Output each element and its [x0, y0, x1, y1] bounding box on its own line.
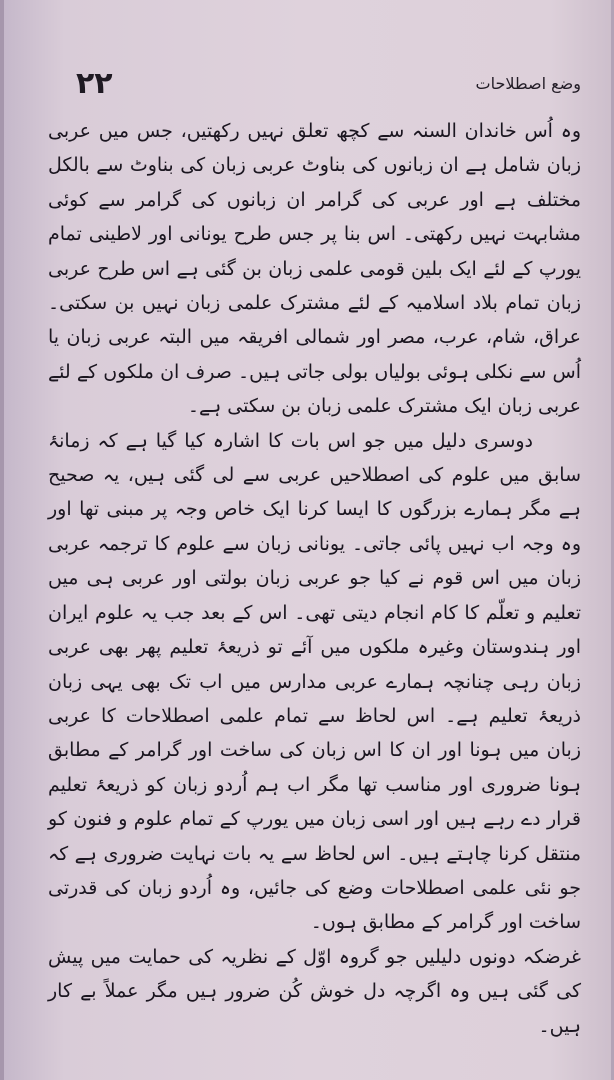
page-header — [4, 66, 611, 110]
paragraph-1: وہ اُس خاندان السنہ سے کچھ تعلق نہیں رکھتیں، جس میں عربی زبان شامل ہے ان زبانوں کی بناوٹ عربی زبان کی بناوٹ سے بالکل مختلف ہے اور عربی کی گرامر ان زبانوں کی گرامر سے کوئی مشابہت نہیں رکھتی۔ اس بنا پر جس طرح یونانی اور لاطینی تمام یورپ کے لئے ایک بلین قومی علمی زبان بن گئی ہے اس طرح عربی زبان تمام بلاد اسلامیہ کے لئے مشترک علمی زبان نہیں بن سکتی۔ عراق، شام، عرب، مصر اور شمالی افریقہ میں البتہ عربی زبان یا اُس سے نکلی ہوئی بولیاں بولی جاتی ہیں۔ صرف ان ملکوں کے لئے عربی زبان ایک مشترک علمی زبان بن سکتی ہے۔ — [48, 120, 581, 418]
paragraph-2: دوسری دلیل میں جو اس بات کا اشارہ کیا گیا ہے کہ زمانۂ سابق میں علوم کی اصطلاحیں عربی سے لی گئی ہیں، یہ صحیح ہے مگر ہمارے بزرگوں کا ایسا کرنا ایک خاص وجہ پر مبنی تھا اور وہ وجہ اب نہیں پائی جاتی۔ یونانی زبان سے علوم کا ترجمہ عربی زبان میں اس قوم نے کیا جو عربی زبان بولتی اور عربی ہی میں تعلیم و تعلّم کا کام انجام دیتی تھی۔ اس کے بعد جب یہ علوم ایران اور ہندوستان وغیرہ ملکوں میں آئے تو ذریعۂ تعلیم پھر بھی عربی زبان رہی چنانچہ ہمارے عربی مدارس میں اب تک بھی یہی زبان ذریعۂ تعلیم ہے۔ اس لحاظ سے تمام علمی اصطلاحات کا عربی زبان میں ہونا اور ان کا اس زبان کی ساخت اور گرامر کے مطابق ہونا ضروری اور مناسب تھا مگر اب ہم اُردو زبان کو ذریعۂ تعلیم قرار دے رہے ہیں اور اسی زبان میں یورپ کے تمام علوم و فنون کو منتقل کرنا چاہتے ہیں۔ اس لحاظ سے یہ بات نہایت ضروری ہے کہ جو نئی علمی اصطلاحات وضع کی جائیں، وہ اُردو زبان کی قدرتی ساخت اور گرامر کے مطابق ہوں۔ — [48, 429, 581, 934]
body-text — [48, 114, 581, 1043]
paragraph-3: غرضکہ دونوں دلیلیں جو گروہ اوّل کے نظریہ کی حمایت میں پیش کی گئی ہیں وہ اگرچہ دل خوش کُن ضرور ہیں مگر عملاً بے کار ہیں۔ — [48, 945, 581, 1037]
page-number: ۲۲ — [76, 66, 113, 101]
running-head: وضع اصطلاحات — [475, 74, 581, 93]
